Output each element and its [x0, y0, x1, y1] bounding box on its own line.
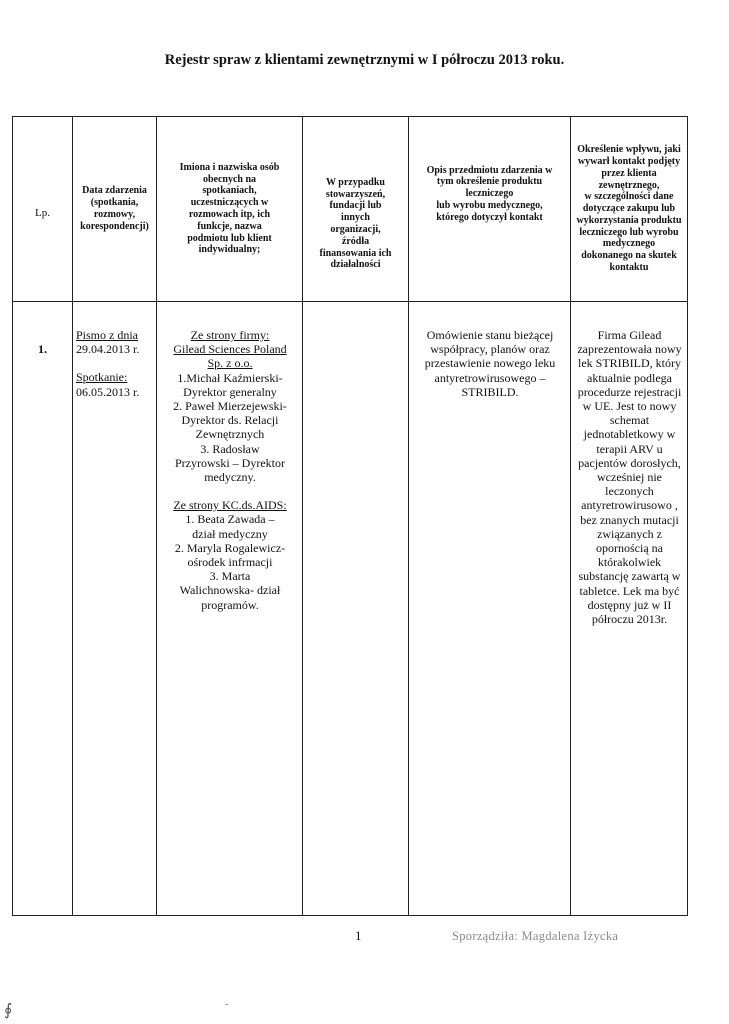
text-line: terapii ARV u: [596, 441, 663, 456]
table-row: [13, 302, 688, 916]
text-line: antyretrowirusowo ,: [581, 498, 678, 513]
row-number: 1.: [38, 342, 47, 356]
row-organization: [303, 302, 409, 916]
text-line: przestawienie nowego leku: [424, 356, 556, 371]
text-line: fundacji lub: [329, 200, 382, 212]
text-line: leczniczego lub wyrobu: [579, 226, 679, 238]
kc-header: Ze strony KC.ds.AIDS:: [173, 498, 287, 513]
text-line: Zewnętrznych: [195, 427, 265, 442]
header-lp: Lp.: [13, 117, 73, 302]
text-line: bez znanych mutacji: [580, 512, 679, 527]
text-line: 2. Maryla Rogalewicz-: [174, 540, 286, 555]
text-line: aktualnie podlega: [587, 370, 672, 385]
text-line: przez klienta: [601, 167, 657, 179]
text-line: schemat: [609, 413, 650, 428]
text-line: rozmowach itp, ich: [188, 209, 271, 220]
text-line: dostępny już w II: [587, 597, 672, 612]
text-line: którego dotyczył kontakt: [436, 211, 543, 223]
text-line: 3. Marta: [209, 569, 251, 584]
text-line: leczniczego: [465, 188, 514, 200]
text-line: półroczu 2013r.: [591, 612, 668, 627]
text-line: korespondencji): [80, 220, 149, 232]
text-line: którakolwiek: [597, 555, 662, 570]
margin-mark: ∮: [4, 1002, 13, 1019]
text-line: substancję zawartą w: [578, 569, 681, 584]
text-line: (spotkania,: [90, 197, 139, 209]
register-table: [12, 116, 688, 916]
text-line: pacjentów dorosłych,: [578, 455, 681, 470]
impact-text: [571, 302, 687, 626]
text-line: Omówienie stanu bieżącej: [426, 328, 554, 342]
text-line: Określenie wpływu, jaki: [577, 144, 681, 156]
row-subject: [409, 302, 571, 916]
organization-text: [303, 302, 408, 328]
text-line: rozmowy,: [93, 209, 136, 220]
text-line: wcześniej nie: [597, 470, 662, 485]
text-line: kontaktu: [609, 262, 649, 274]
kc-people: [162, 512, 298, 611]
text-line: zewnętrznego,: [598, 179, 660, 191]
header-impact: [571, 117, 688, 302]
text-line: opornością na: [596, 541, 663, 556]
text-line: leczonych: [605, 484, 654, 499]
text-line: Imiona i nazwiska osób: [179, 161, 280, 173]
text-line: tym określenie produktu: [436, 176, 543, 188]
text-line: 1. Beata Zawada –: [185, 512, 275, 527]
text-line: wykorzystania produktu: [576, 214, 682, 226]
text-line: działalności: [330, 259, 381, 271]
text-line: Przyrowski – Dyrektor: [175, 455, 285, 470]
text-line: jednotabletkowy w: [583, 427, 676, 442]
header-date: [73, 117, 157, 302]
text-line: podmiotu lub klient: [187, 232, 272, 244]
text-line: programów.: [201, 597, 259, 612]
text-line: ośrodek infrmacji: [187, 555, 273, 570]
text-line: uczestniczących w: [190, 197, 269, 209]
text-line: Opis przedmiotu zdarzenia w: [426, 164, 553, 176]
document-title: Rejestr spraw z klientami zewnętrznymi w I półroczu 2013 roku.: [164, 52, 565, 68]
letter-label: Pismo z dnia: [76, 328, 138, 342]
text-line: Data zdarzenia: [82, 185, 147, 197]
text-line: 1.Michał Kaźmierski-: [177, 370, 283, 385]
text-line: procedurze rejestracji: [577, 384, 682, 399]
company-people: [162, 371, 298, 485]
text-line: Gilead Sciences Poland: [173, 342, 287, 357]
header-organization: [303, 117, 409, 302]
text-line: w szczególności dane: [584, 191, 674, 203]
text-line: źródła: [341, 235, 370, 247]
text-line: zaprezentowała nowy: [577, 342, 682, 357]
subject-text: [409, 302, 570, 399]
text-line: współpracy, planów oraz: [430, 342, 550, 357]
text-line: W przypadku: [325, 176, 385, 188]
text-line: lek STRIBILD, który: [578, 356, 681, 371]
text-line: Dyrektor ds. Relacji: [181, 413, 279, 428]
text-line: medyczny.: [204, 470, 256, 485]
text-line: dokonanego na skutek: [581, 250, 677, 262]
row-lp: [13, 302, 73, 916]
text-line: wywarł kontakt podjęty: [577, 155, 681, 167]
page-number: 1: [355, 928, 362, 943]
text-line: innych: [341, 212, 370, 224]
text-line: STRIBILD.: [461, 384, 519, 399]
text-line: lub wyrobu medycznego,: [436, 199, 543, 211]
text-line: dotyczące zakupu lub: [582, 203, 676, 215]
text-line: 2. Paweł Mierzejewski-: [173, 399, 287, 414]
row-date: [73, 302, 157, 916]
text-line: spotkaniach,: [202, 185, 257, 197]
text-line: organizacji,: [330, 224, 381, 235]
text-line: finansowania ich: [319, 247, 392, 259]
meeting-date: 06.05.2013 r.: [76, 384, 140, 399]
text-line: Firma Gilead: [597, 328, 662, 342]
text-line: w UE. Jest to nowy: [582, 399, 677, 414]
text-line: medycznego: [602, 238, 656, 250]
text-line: obecnych na: [202, 173, 257, 185]
header-subject: [409, 117, 571, 302]
text-line: indywidualny;: [198, 244, 261, 256]
text-line: Walichnowska- dział: [179, 583, 281, 598]
text-line: związanych z: [597, 526, 662, 541]
text-line: Dyrektor generalny: [183, 384, 277, 399]
text-line: tabletce. Lek ma być: [579, 583, 680, 598]
small-mark: -: [225, 999, 229, 1010]
text-line: 3. Radosław: [200, 441, 260, 456]
text-line: Sp. z o.o.: [207, 356, 253, 371]
text-line: antyretrowirusowego –: [434, 370, 546, 385]
text-line: funkcje, nazwa: [197, 220, 262, 232]
company-name: [162, 342, 298, 370]
letter-date: 29.04.2013 r.: [76, 342, 140, 357]
row-impact: [571, 302, 688, 916]
table-header-row: [13, 117, 688, 302]
meeting-label: Spotkanie:: [76, 370, 128, 385]
signature: Sporządziła: Magdalena Iżycka: [452, 929, 619, 943]
company-header: Ze strony firmy:: [190, 328, 270, 342]
header-persons: [157, 117, 303, 302]
text-line: dział medyczny: [192, 526, 268, 541]
text-line: stowarzyszeń,: [325, 188, 386, 200]
row-persons: [157, 302, 303, 916]
